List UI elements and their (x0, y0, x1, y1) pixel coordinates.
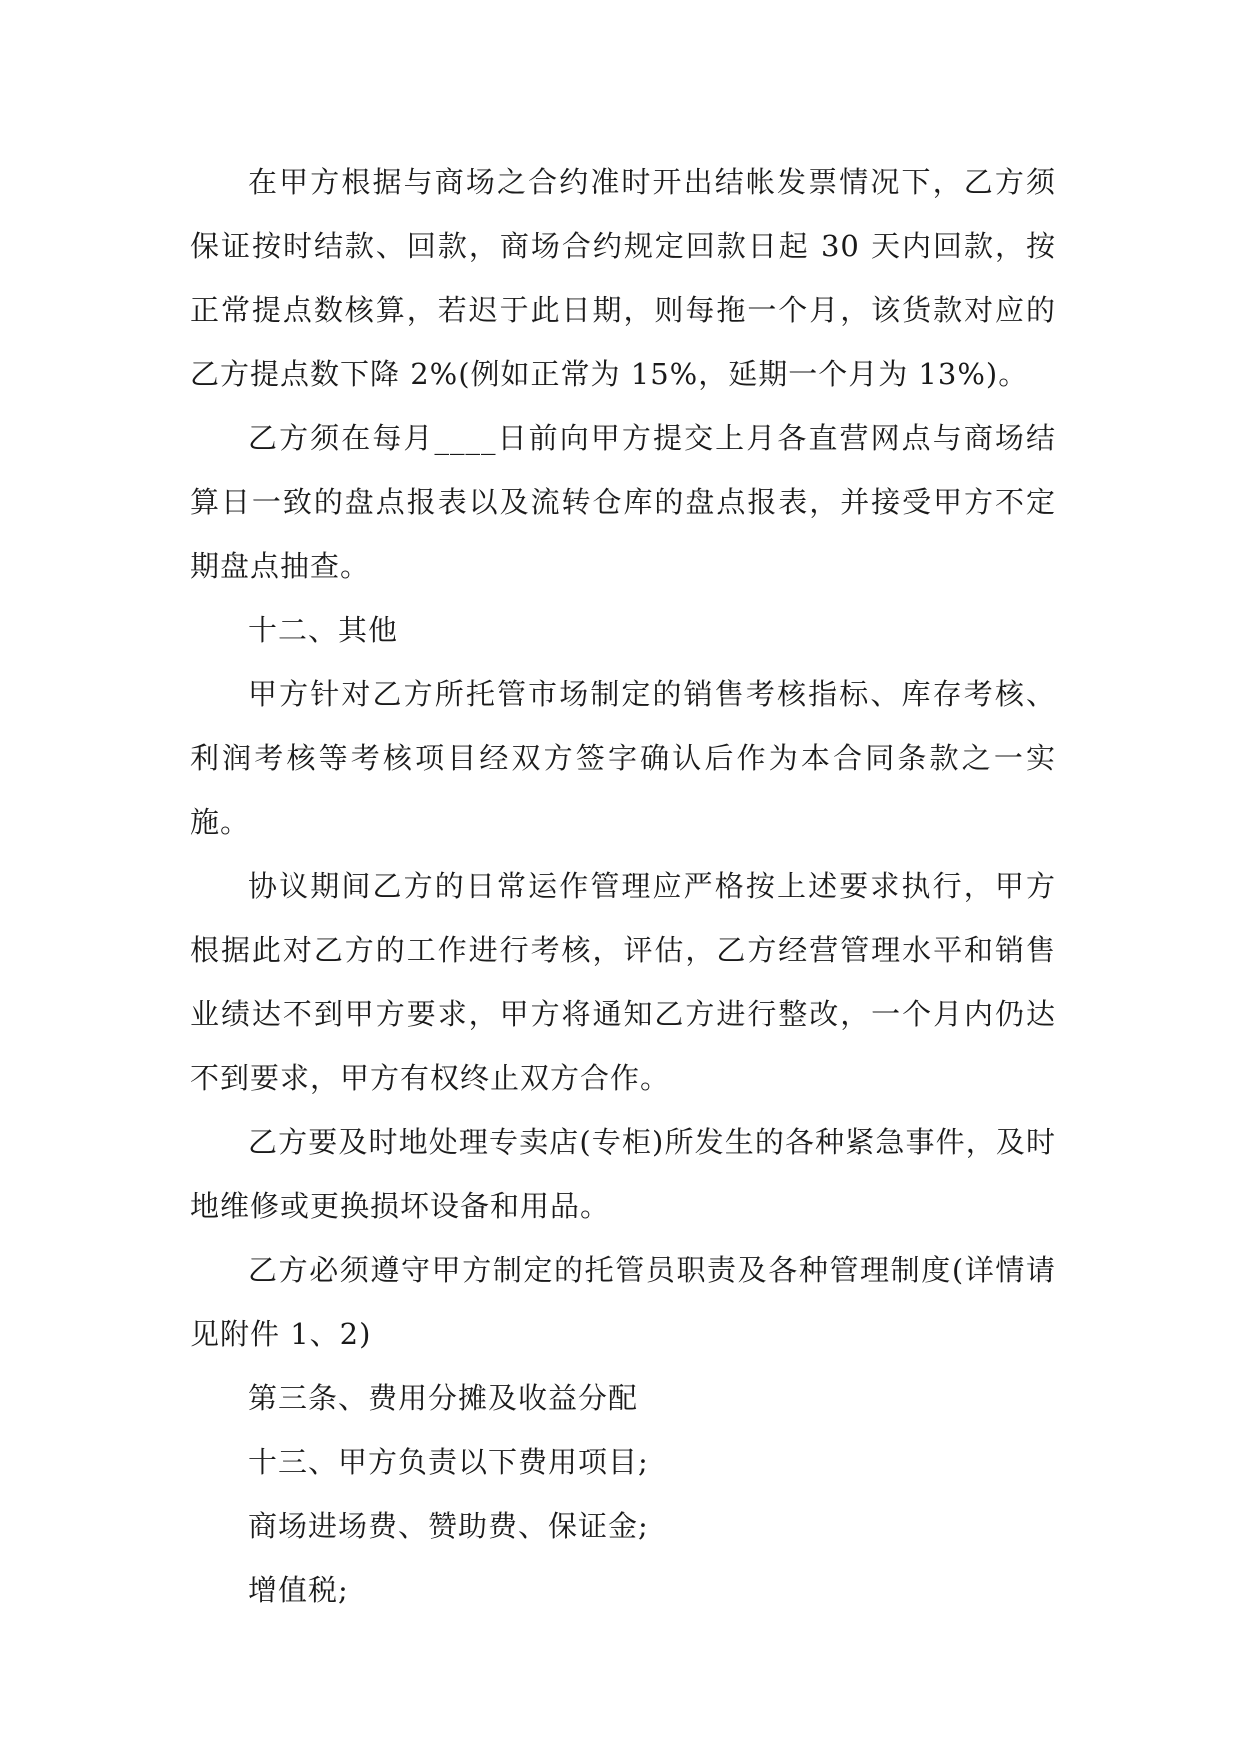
paragraph-assessment-indicators: 甲方针对乙方所托管市场制定的销售考核指标、库存考核、利润考核等考核项目经双方签字确认后作为本合同条款之一实施。 (190, 677, 1056, 839)
paragraph-inventory-report: 乙方须在每月____日前向甲方提交上月各直营网点与商场结算日一致的盘点报表以及流转仓库的盘点报表，并接受甲方不定期盘点抽查。 (190, 421, 1056, 583)
document-body (190, 150, 1056, 1622)
article-heading-cost-sharing: 第三条、费用分摊及收益分配 (248, 1381, 639, 1415)
paragraph-operation-management: 协议期间乙方的日常运作管理应严格按上述要求执行，甲方根据此对乙方的工作进行考核，评估，乙方经营管理水平和销售业绩达不到甲方要求，甲方将通知乙方进行整改，一个月内仍达不到要求，甲方有权终止双方合作。 (190, 869, 1056, 1095)
paragraph-custodian-duties: 乙方必须遵守甲方制定的托管员职责及各种管理制度(详情请见附件 1、2) (190, 1253, 1056, 1351)
section-heading-party-a-costs: 十三、甲方负责以下费用项目; (248, 1445, 649, 1479)
list-item-mall-fees: 商场进场费、赞助费、保证金; (248, 1509, 649, 1543)
section-heading-other: 十二、其他 (248, 613, 399, 647)
paragraph-settlement-terms: 在甲方根据与商场之合约准时开出结帐发票情况下，乙方须保证按时结款、回款，商场合约规定回款日起 30 天内回款，按正常提点数核算，若迟于此日期，则每拖一个月，该货款对应的乙方提点数下降 2%(例如正常为 15%，延期一个月为 13%)。 (190, 165, 1056, 391)
list-item-vat: 增值税; (248, 1573, 349, 1607)
paragraph-emergency-handling: 乙方要及时地处理专卖店(专柜)所发生的各种紧急事件，及时地维修或更换损坏设备和用品。 (190, 1125, 1056, 1223)
